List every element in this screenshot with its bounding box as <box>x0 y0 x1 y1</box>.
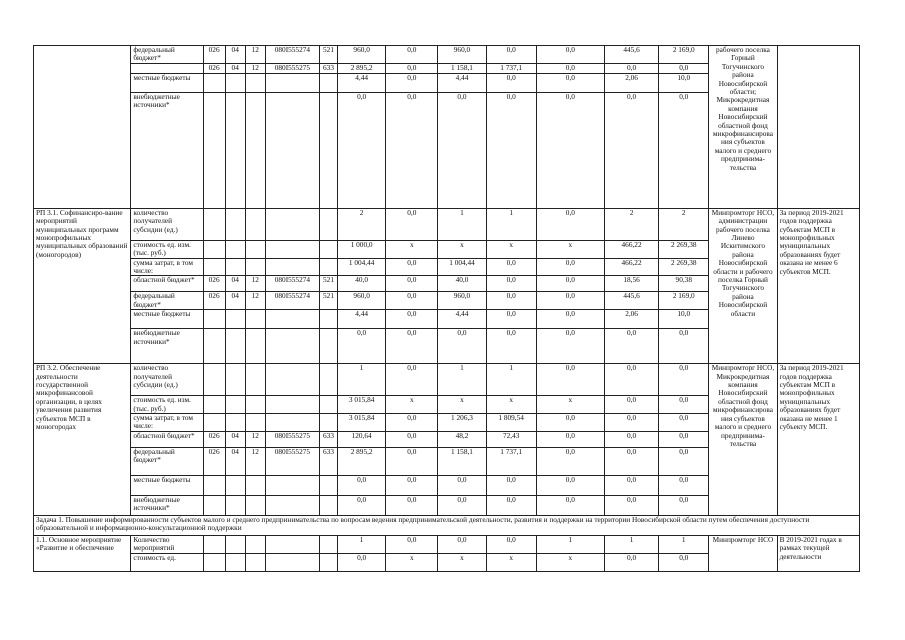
task-heading: Задача 1. Повышение информированности субъектов малого и среднего предпринимательства по вопросам ведения предпринимательской деятельности, развития и поддержки на территории Новосибирской области путем обеспечения доступности образовательной и информационно-консультационной поддержки <box>34 515 860 535</box>
indicator-cell: местные бюджеты <box>131 310 203 329</box>
value-cell-rz: 04 <box>225 447 245 475</box>
value-cell-y2019b: 1 004,44 <box>438 258 486 276</box>
value-cell-grbs <box>203 73 225 92</box>
value-cell-vr <box>319 329 337 364</box>
value-cell-csr: 080I555274 <box>265 276 319 292</box>
value-cell-grbs <box>203 240 225 258</box>
value-cell-rz <box>225 258 245 276</box>
value-cell-y2021: 0,0 <box>536 292 604 310</box>
code-cell <box>319 553 337 571</box>
value-cell-y2020: 0,0 <box>486 276 536 292</box>
value-cell-y2019b: 960,0 <box>438 292 486 310</box>
value-cell-y2019b: 0,0 <box>438 92 486 208</box>
result-cell: В 2019-2021 годах в рамках текущей деятельности <box>777 535 859 571</box>
value-cell-pr: 12 <box>245 292 265 310</box>
indicator-cell: местные бюджеты <box>131 73 203 92</box>
value-cell-csr <box>265 240 319 258</box>
value-cell-y2021: х <box>536 553 604 571</box>
value-cell-total: 1 004,44 <box>338 258 386 276</box>
indicator-cell: внебюджетные источники* <box>131 495 203 515</box>
value-cell-rz: 04 <box>225 292 245 310</box>
indicator-cell: Количество мероприятий <box>131 535 203 553</box>
value-cell-y2019: 0,0 <box>386 63 438 73</box>
value-cell-y2021: 1 <box>536 535 604 553</box>
value-cell-y2020: 0,0 <box>486 46 536 64</box>
value-cell-rz: 04 <box>225 431 245 447</box>
value-cell-grbs <box>203 208 225 240</box>
value-cell-y2021: 0,0 <box>536 447 604 475</box>
value-cell-csr <box>265 329 319 364</box>
value-cell-pr: 12 <box>245 447 265 475</box>
value-cell-total: 0,0 <box>338 92 386 208</box>
value-cell-y2019b: 4,44 <box>438 73 486 92</box>
value-cell-y2023: 0,0 <box>659 431 709 447</box>
value-cell-y2020: х <box>486 240 536 258</box>
value-cell-grbs <box>203 310 225 329</box>
value-cell-total: 3 015,84 <box>338 396 386 414</box>
value-cell-vr <box>319 414 337 432</box>
indicator-cell: количество получателей субсидии (ед.) <box>131 208 203 240</box>
value-cell-rz: 04 <box>225 276 245 292</box>
responsible-cell: Минпромторг НСО, администрации рабочего поселка Линево Искитимского района Новосибирской области и рабочего поселка Горный Тогучинского района Новосибирской области <box>709 208 777 363</box>
value-cell-y2019b: 0,0 <box>438 495 486 515</box>
value-cell-y2021: 0,0 <box>536 431 604 447</box>
value-cell-y2019: 0,0 <box>386 447 438 475</box>
value-cell-y2019b: 960,0 <box>438 46 486 64</box>
value-cell-y2019: 0,0 <box>386 92 438 208</box>
value-cell-y2021: 0,0 <box>536 92 604 208</box>
value-cell-y2022: 466,22 <box>604 240 658 258</box>
value-cell-vr <box>319 92 337 208</box>
value-cell-total: 40,0 <box>338 276 386 292</box>
table-row <box>34 208 860 240</box>
value-cell-grbs <box>203 396 225 414</box>
table-row <box>34 535 860 553</box>
value-cell-y2022: 2 <box>604 208 658 240</box>
value-cell-vr: 633 <box>319 447 337 475</box>
value-cell-y2021: 0,0 <box>536 414 604 432</box>
value-cell-y2019b: х <box>438 553 486 571</box>
value-cell-pr <box>245 310 265 329</box>
value-cell-csr: 080I555275 <box>265 63 319 73</box>
value-cell-y2022: 0,0 <box>604 396 658 414</box>
value-cell-y2019b: 0,0 <box>438 329 486 364</box>
value-cell-y2022: 0,0 <box>604 495 658 515</box>
value-cell-y2019: 0,0 <box>386 364 438 396</box>
result-cell <box>777 46 859 209</box>
value-cell-y2019: 0,0 <box>386 431 438 447</box>
indicator-cell: сумма затрат, в том числе: <box>131 414 203 432</box>
value-cell-y2022: 0,0 <box>604 475 658 495</box>
value-cell-grbs: 026 <box>203 447 225 475</box>
value-cell-y2021: 0,0 <box>536 63 604 73</box>
value-cell-y2023: 0,0 <box>659 329 709 364</box>
value-cell-rz <box>225 73 245 92</box>
value-cell-y2020: 1 <box>486 364 536 396</box>
value-cell-csr <box>265 364 319 396</box>
table-row <box>34 364 860 396</box>
value-cell-rz: 04 <box>225 63 245 73</box>
value-cell-vr: 633 <box>319 63 337 73</box>
value-cell-grbs <box>203 364 225 396</box>
value-cell-y2019: 0,0 <box>386 535 438 553</box>
value-cell-y2021: 0,0 <box>536 475 604 495</box>
value-cell-y2020: 1 737,1 <box>486 447 536 475</box>
value-cell-y2019: 0,0 <box>386 414 438 432</box>
value-cell-csr <box>265 495 319 515</box>
value-cell-y2019b: 48,2 <box>438 431 486 447</box>
value-cell-pr <box>245 329 265 364</box>
code-cell <box>225 535 245 553</box>
value-cell-rz <box>225 208 245 240</box>
responsible-cell: Минпромторг НСО <box>709 535 777 571</box>
value-cell-y2019b: 40,0 <box>438 276 486 292</box>
value-cell-grbs: 026 <box>203 46 225 64</box>
value-cell-y2020: 0,0 <box>486 258 536 276</box>
value-cell-vr: 521 <box>319 276 337 292</box>
page-bottom-margin <box>0 596 905 640</box>
result-cell: За период 2019-2021 годов поддержка субъектам МСП в монопрофильных муниципальных образованиях будет оказана не менее 1 субъекту МСП. <box>777 364 859 516</box>
value-cell-y2022: 0,0 <box>604 364 658 396</box>
value-cell-pr <box>245 73 265 92</box>
value-cell-grbs: 026 <box>203 276 225 292</box>
value-cell-rz <box>225 329 245 364</box>
value-cell-y2021: 0,0 <box>536 329 604 364</box>
code-cell <box>203 535 225 553</box>
value-cell-y2022: 2,06 <box>604 310 658 329</box>
value-cell-total: 1 000,0 <box>338 240 386 258</box>
value-cell-csr: 080I555275 <box>265 431 319 447</box>
value-cell-csr <box>265 396 319 414</box>
value-cell-csr: 080I555274 <box>265 46 319 64</box>
value-cell-y2020: 0,0 <box>486 495 536 515</box>
value-cell-y2020: 0,0 <box>486 329 536 364</box>
measure-cell <box>34 46 131 209</box>
value-cell-y2023: 2 269,38 <box>659 258 709 276</box>
measure-cell: РП 3.2. Обеспечение деятельности государственной микрофинансовой организации, в целях увеличения развития субъектов МСП в моногородах <box>34 364 131 516</box>
value-cell-y2022: 0,0 <box>604 553 658 571</box>
value-cell-y2021: 0,0 <box>536 46 604 64</box>
value-cell-y2019: х <box>386 240 438 258</box>
value-cell-y2019: х <box>386 553 438 571</box>
value-cell-rz <box>225 414 245 432</box>
value-cell-y2019: 0,0 <box>386 475 438 495</box>
value-cell-csr <box>265 310 319 329</box>
value-cell-csr <box>265 92 319 208</box>
value-cell-pr <box>245 92 265 208</box>
value-cell-y2023: 0,0 <box>659 495 709 515</box>
value-cell-total: 960,0 <box>338 292 386 310</box>
responsible-cell: Минпромторг НСО, Микрокредитная компания Новосибирский областной фонд микрофинансирования субъектов малого и среднего предпринима-тельства <box>709 364 777 516</box>
value-cell-vr <box>319 73 337 92</box>
value-cell-total: 3 015,84 <box>338 414 386 432</box>
value-cell-rz <box>225 495 245 515</box>
value-cell-y2021: 0,0 <box>536 208 604 240</box>
value-cell-y2022: 0,0 <box>604 447 658 475</box>
value-cell-pr: 12 <box>245 63 265 73</box>
value-cell-grbs <box>203 329 225 364</box>
value-cell-y2020: 0,0 <box>486 292 536 310</box>
value-cell-total: 2 895,2 <box>338 63 386 73</box>
value-cell-y2021: х <box>536 240 604 258</box>
value-cell-y2021: 0,0 <box>536 495 604 515</box>
value-cell-y2019b: 1 <box>438 364 486 396</box>
value-cell-rz <box>225 396 245 414</box>
value-cell-y2021: 0,0 <box>536 364 604 396</box>
value-cell-csr: 080I555274 <box>265 292 319 310</box>
table-row <box>34 46 860 64</box>
value-cell-y2022: 0,0 <box>604 92 658 208</box>
value-cell-y2023: 2 169,0 <box>659 46 709 64</box>
value-cell-y2019: 0,0 <box>386 208 438 240</box>
value-cell-y2019b: 1 206,3 <box>438 414 486 432</box>
value-cell-y2022: 445,6 <box>604 46 658 64</box>
value-cell-y2023: 0,0 <box>659 553 709 571</box>
indicator-cell: федеральный бюджет* <box>131 46 203 64</box>
value-cell-grbs <box>203 495 225 515</box>
value-cell-y2019: 0,0 <box>386 258 438 276</box>
value-cell-y2020: 1 <box>486 208 536 240</box>
value-cell-y2021: 0,0 <box>536 310 604 329</box>
value-cell-y2021: 0,0 <box>536 73 604 92</box>
value-cell-y2019: 0,0 <box>386 310 438 329</box>
value-cell-rz <box>225 310 245 329</box>
value-cell-total: 0,0 <box>338 475 386 495</box>
value-cell-y2020: х <box>486 553 536 571</box>
value-cell-y2021: х <box>536 396 604 414</box>
value-cell-y2020: 0,0 <box>486 92 536 208</box>
value-cell-rz <box>225 92 245 208</box>
value-cell-y2023: 0,0 <box>659 414 709 432</box>
value-cell-pr <box>245 495 265 515</box>
value-cell-csr <box>265 73 319 92</box>
value-cell-total: 4,44 <box>338 310 386 329</box>
value-cell-total: 960,0 <box>338 46 386 64</box>
indicator-cell: стоимость ед. <box>131 553 203 571</box>
value-cell-y2019b: 0,0 <box>438 475 486 495</box>
value-cell-y2023: 0,0 <box>659 447 709 475</box>
value-cell-y2023: 0,0 <box>659 63 709 73</box>
value-cell-total: 1 <box>338 535 386 553</box>
code-cell <box>245 535 265 553</box>
value-cell-y2019: 0,0 <box>386 495 438 515</box>
indicator-cell: количество получателей субсидии (ед.) <box>131 364 203 396</box>
value-cell-y2023: 2 <box>659 208 709 240</box>
task-row <box>34 515 860 535</box>
budget-table <box>33 45 860 572</box>
value-cell-csr: 080I555275 <box>265 447 319 475</box>
indicator-cell <box>131 63 203 73</box>
value-cell-y2022: 18,56 <box>604 276 658 292</box>
value-cell-vr: 521 <box>319 46 337 64</box>
value-cell-pr: 12 <box>245 431 265 447</box>
indicator-cell: областной бюджет* <box>131 431 203 447</box>
value-cell-rz <box>225 240 245 258</box>
value-cell-y2022: 0,0 <box>604 431 658 447</box>
measure-cell: РП 3.1. Софинансиро-вание мероприятий муниципальных программ монопрофильных муниципальных образований (моногородов) <box>34 208 131 363</box>
value-cell-pr <box>245 208 265 240</box>
value-cell-y2021: 0,0 <box>536 258 604 276</box>
value-cell-y2023: 0,0 <box>659 396 709 414</box>
value-cell-grbs <box>203 258 225 276</box>
value-cell-y2019: 0,0 <box>386 46 438 64</box>
value-cell-y2022: 0,0 <box>604 63 658 73</box>
value-cell-y2020: 0,0 <box>486 73 536 92</box>
value-cell-vr: 521 <box>319 292 337 310</box>
value-cell-y2019b: х <box>438 240 486 258</box>
value-cell-pr <box>245 258 265 276</box>
value-cell-csr <box>265 475 319 495</box>
value-cell-y2023: 90,38 <box>659 276 709 292</box>
value-cell-pr <box>245 240 265 258</box>
value-cell-y2022: 1 <box>604 535 658 553</box>
value-cell-y2019b: х <box>438 396 486 414</box>
value-cell-y2022: 0,0 <box>604 329 658 364</box>
indicator-cell: стоимость ед. изм. (тыс. руб.) <box>131 240 203 258</box>
value-cell-y2022: 0,0 <box>604 414 658 432</box>
indicator-cell: федеральный бюджет* <box>131 292 203 310</box>
value-cell-vr <box>319 208 337 240</box>
value-cell-csr <box>265 414 319 432</box>
value-cell-y2020: 1 737,1 <box>486 63 536 73</box>
value-cell-rz: 04 <box>225 46 245 64</box>
value-cell-total: 120,64 <box>338 431 386 447</box>
value-cell-total: 1 <box>338 364 386 396</box>
value-cell-y2019b: 1 <box>438 208 486 240</box>
value-cell-y2019b: 1 158,1 <box>438 447 486 475</box>
value-cell-total: 2 895,2 <box>338 447 386 475</box>
value-cell-y2020: 0,0 <box>486 310 536 329</box>
value-cell-y2022: 466,22 <box>604 258 658 276</box>
value-cell-csr <box>265 258 319 276</box>
value-cell-vr <box>319 310 337 329</box>
value-cell-total: 0,0 <box>338 329 386 364</box>
code-cell <box>319 535 337 553</box>
code-cell <box>203 553 225 571</box>
indicator-cell: сумма затрат, в том числе: <box>131 258 203 276</box>
value-cell-y2019b: 0,0 <box>438 535 486 553</box>
value-cell-y2019: 0,0 <box>386 276 438 292</box>
value-cell-y2023: 2 169,0 <box>659 292 709 310</box>
value-cell-y2023: 2 269,38 <box>659 240 709 258</box>
indicator-cell: стоимость ед. изм. (тыс. руб.) <box>131 396 203 414</box>
value-cell-rz <box>225 475 245 495</box>
value-cell-y2019b: 4,44 <box>438 310 486 329</box>
value-cell-grbs: 026 <box>203 63 225 73</box>
value-cell-pr <box>245 414 265 432</box>
value-cell-y2019b: 1 158,1 <box>438 63 486 73</box>
value-cell-vr <box>319 240 337 258</box>
code-cell <box>265 535 319 553</box>
value-cell-y2021: 0,0 <box>536 276 604 292</box>
value-cell-y2020: 72,43 <box>486 431 536 447</box>
value-cell-y2023: 0,0 <box>659 475 709 495</box>
value-cell-y2023: 0,0 <box>659 364 709 396</box>
value-cell-grbs <box>203 92 225 208</box>
value-cell-grbs <box>203 414 225 432</box>
value-cell-y2019: 0,0 <box>386 73 438 92</box>
value-cell-csr <box>265 208 319 240</box>
value-cell-vr: 633 <box>319 431 337 447</box>
value-cell-vr <box>319 475 337 495</box>
code-cell <box>265 553 319 571</box>
code-cell <box>245 553 265 571</box>
value-cell-y2020: х <box>486 396 536 414</box>
value-cell-total: 2 <box>338 208 386 240</box>
value-cell-vr <box>319 364 337 396</box>
value-cell-grbs <box>203 475 225 495</box>
indicator-cell: внебюджетные источники* <box>131 329 203 364</box>
indicator-cell: областной бюджет* <box>131 276 203 292</box>
value-cell-y2022: 445,6 <box>604 292 658 310</box>
value-cell-total: 0,0 <box>338 495 386 515</box>
value-cell-vr <box>319 495 337 515</box>
value-cell-y2023: 0,0 <box>659 92 709 208</box>
value-cell-y2022: 2,06 <box>604 73 658 92</box>
value-cell-pr <box>245 475 265 495</box>
value-cell-pr <box>245 364 265 396</box>
value-cell-y2020: 1 809,54 <box>486 414 536 432</box>
value-cell-vr <box>319 396 337 414</box>
value-cell-grbs: 026 <box>203 431 225 447</box>
value-cell-pr: 12 <box>245 46 265 64</box>
value-cell-y2023: 1 <box>659 535 709 553</box>
code-cell <box>225 553 245 571</box>
result-cell: За период 2019-2021 годов поддержка субъектам МСП в монопрофильных муниципальных образованиях будет оказана не менее 6 субъектов МСП. <box>777 208 859 363</box>
value-cell-y2019: 0,0 <box>386 292 438 310</box>
value-cell-y2019: 0,0 <box>386 329 438 364</box>
value-cell-y2020: 0,0 <box>486 535 536 553</box>
value-cell-y2023: 10,0 <box>659 310 709 329</box>
measure-cell: 1.1. Основное мероприятие «Развитие и обеспечение <box>34 535 131 571</box>
value-cell-pr <box>245 396 265 414</box>
responsible-cell: рабочего поселка Горный Тогучинского района Новосибирской области; Микрокредитная компания Новосибирский областной фонд микрофинансирования субъектов малого и среднего предпринима-тельства <box>709 46 777 209</box>
value-cell-pr: 12 <box>245 276 265 292</box>
value-cell-y2023: 10,0 <box>659 73 709 92</box>
indicator-cell: внебюджетные источники* <box>131 92 203 208</box>
value-cell-total: 4,44 <box>338 73 386 92</box>
value-cell-rz <box>225 364 245 396</box>
value-cell-y2019: х <box>386 396 438 414</box>
value-cell-y2020: 0,0 <box>486 475 536 495</box>
value-cell-vr <box>319 258 337 276</box>
value-cell-grbs: 026 <box>203 292 225 310</box>
indicator-cell: федеральный бюджет* <box>131 447 203 475</box>
value-cell-total: 0,0 <box>338 553 386 571</box>
indicator-cell: местные бюджеты <box>131 475 203 495</box>
